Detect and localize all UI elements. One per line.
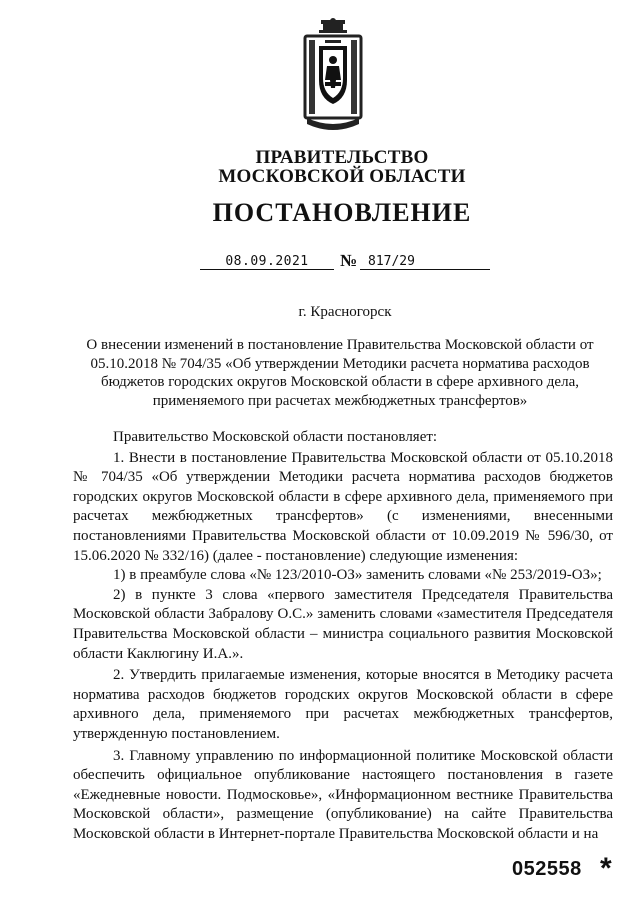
document-type: ПОСТАНОВЛЕНИЕ — [212, 198, 472, 227]
number-sign: № — [340, 251, 358, 270]
paragraph-2: 2. Утвердить прилагаемые изменения, которые вносятся в Методику расчета норматива расходов бюджетов городских округов Московской области в сфере архивного дела, применяемого при расчетах межбюджетных трансфертов, утвержденную постановлением. — [73, 667, 613, 742]
paragraph-3: 3. Главному управлению по информационной политике Московской области обеспечить официальное опубликование настоящего постановления в газете «Ежедневные новости. Подмосковье», «Информационном вестнике Правительства Московской области», размещение (опубликование) на сайте Правительства Московской области в Интернет-портале Правительства Московской области и на — [73, 747, 613, 842]
paragraph-1: 1. Внести в постановление Правительства Московской области от 05.10.2018 № 704/35 «Об утверждении Методики расчета норматива расходов бюджетов городских округов Московской области в сфере архивного дела, применяемого при расчетах межбюджетных трансфертов» (с изменениями, внесенными постановлениями Правительства Московской области от 10.09.2019 № 596/30, от 15.06.2020 № 332/16) (далее - постановление) следующие изменения: — [73, 449, 613, 564]
serial-number: 052558 — [512, 858, 582, 880]
intro-paragraph: Правительство Московской области постановляет: — [113, 429, 438, 445]
document-number: 817/29 — [360, 254, 490, 270]
paragraph-1-1: 1) в преамбуле слова «№ 123/2010-ОЗ» заменить словами «№ 253/2019-ОЗ»; — [113, 567, 602, 584]
document-heading: О внесении изменений в постановление Правительства Московской области от 05.10.2018 № 704/35 «Об утверждении Методики расчета норматива расходов бюджетов городских округов Московской области в сфере архивного дела, применяемого при расчетах межбюджетных трансфертов» — [86, 337, 594, 409]
city: г. Красногорск — [298, 304, 392, 320]
paragraph-1-2: 2) в пункте 3 слова «первого заместителя Председателя Правительства Московской области Забралову О.С.» заменить словами «заместителя Председателя Правительства Московской области – министра социального развития Московской области Каклюгину И.А.». — [73, 586, 613, 662]
asterisk-mark: * — [600, 852, 612, 885]
government-title-line2: МОСКОВСКОЙ ОБЛАСТИ — [218, 166, 466, 187]
document-date: 08.09.2021 — [200, 254, 334, 270]
government-title-line1: ПРАВИТЕЛЬСТВО — [255, 147, 429, 168]
coat-of-arms-icon — [301, 18, 365, 136]
document-body — [73, 428, 613, 844]
date-number-line — [200, 251, 500, 274]
